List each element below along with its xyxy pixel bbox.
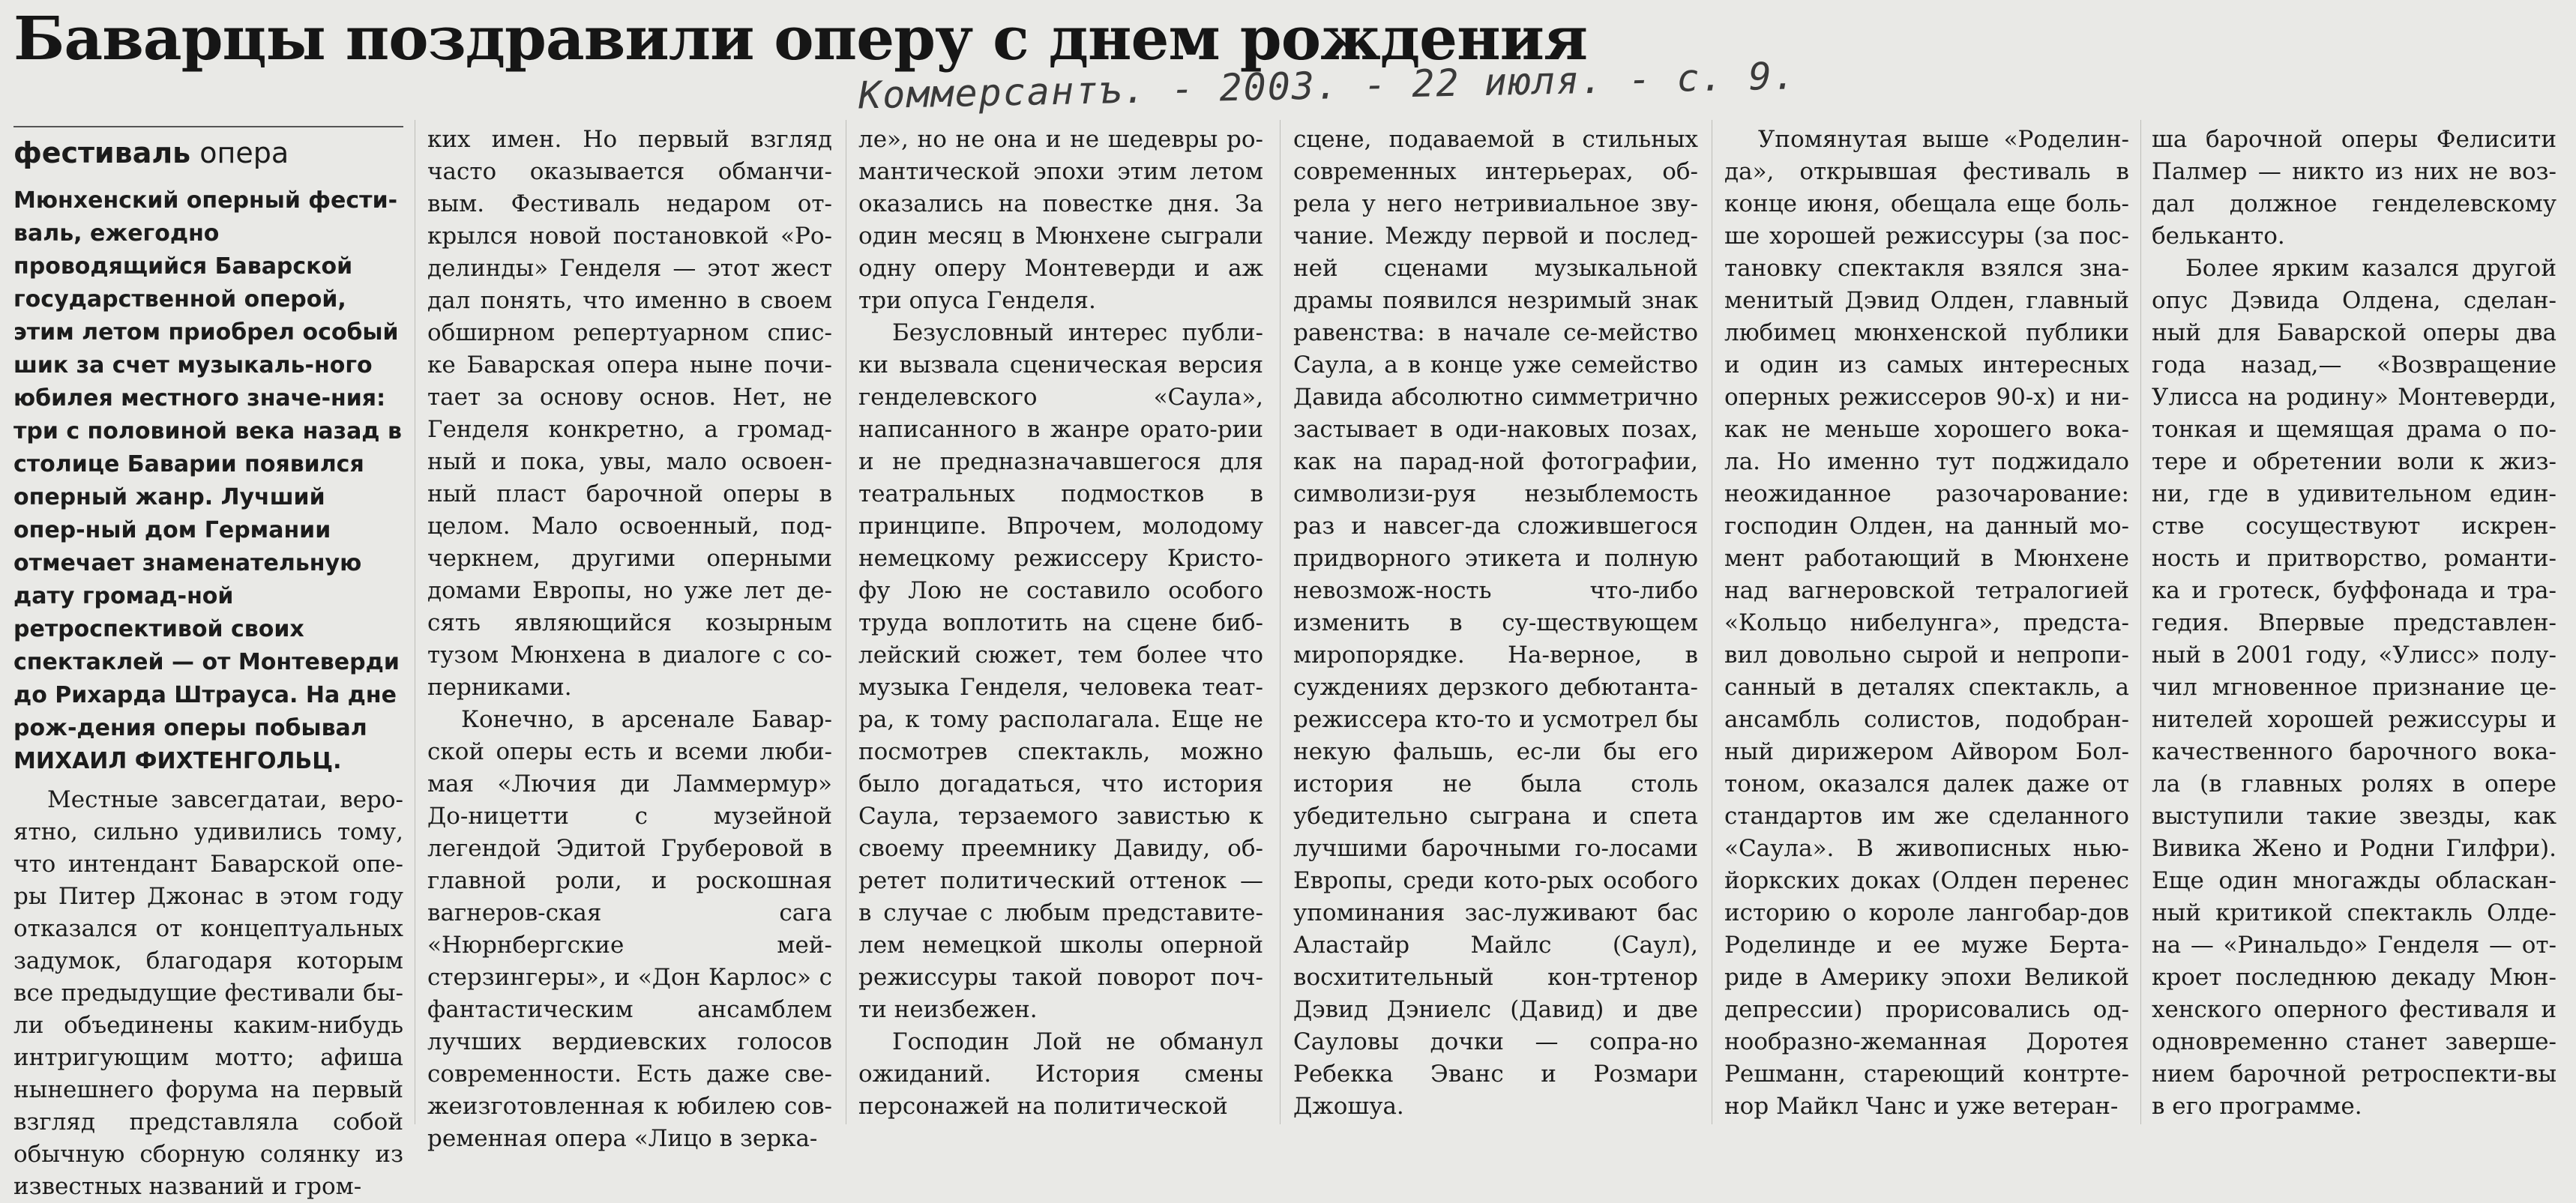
paragraph: Более ярким казался другой опус Дэвида Олдена, сделан-ный для Баварской оперы два года назад,— «Возвращение Улисса на родину» Монтеверди, тонкая и щемящая драма о по-тере и обретении воли к жиз-ни, где в удивительном един-стве сосуществуют искрен-ность и притворство, романти-ка и гротеск, буффонада и тра-гедия. Впервые представлен-ный в 2001 году, «Улисс» полу-чил мгновенное признание це-нителей хорошей режиссуры и качественного барочного вока-ла (в главных ролях в опере выступили такие звезды, как Вивика Жено и Родни Гилфри). Еще один многажды обласкан-ный критикой спектакль Олде-на — «Ринальдо» Генделя — от-кроет последнюю декаду Мюн-хенского оперного фестиваля и одновременно станет заверше-нием барочной ретроспекти-вы в его программе. <box>2152 255 2557 1120</box>
column-divider <box>2140 120 2141 1124</box>
paragraph: Местные завсегдатаи, веро-ятно, сильно удивились тому, что интендант Баварской опе-ры Питер Джонас в этом году отказался от концептуальных задумок, благодаря которым все предыдущие фестивали бы-ли объединены каким-нибудь интригующим мотто; афиша нынешнего форума на первый взгляд представляла собой обычную сборную солянку из известных названий и гром- <box>13 786 403 1200</box>
column-divider <box>1280 120 1281 1124</box>
paragraph: Господин Лой не обманул ожиданий. История смены персонажей на политической <box>858 1028 1263 1120</box>
paragraph: Упомянутая выше «Роделин-да», открывшая фестиваль в конце июня, обещала еще боль-ше хорошей режиссуры (за пос-тановку спектакля взялся зна-менитый Дэвид Олден, главный любимец мюнхенской публики и один из самых интересных оперных режиссеров 90-х) и ни-как не меньше хорошего вока-ла. Но именно тут поджидало неожиданное разочарование: господин Олден, на данный мо-мент работающий в Мюнхене над вагнеровской тетралогией «Кольцо нибелунга», предста-вил довольно сырой и непропи-санный в деталях спектакль, а ансамбль солистов, подобран-ный дирижером Айвором Бол-тоном, оказался далек даже от стандартов им же сделанного «Саула». В живописных нью-йоркских доках (Олден перенес историю о короле лангобар-дов Роделинде и ее муже Берта-риде в Америку эпохи Великой депрессии) прорисовались од-нообразно-жеманная Доротея Решманн, стареющий контрте-нор Майкл Чанс и уже ветеран- <box>1724 126 2129 1120</box>
article-column-6 <box>2152 124 2557 1137</box>
paragraph: ких имен. Но первый взгляд часто оказывается обманчи-вым. Фестиваль недаром от-крылся новой постановкой «Ро-делинды» Генделя — этот жест дал понять, что именно в своем обширном репертуарном спис-ке Баварская опера ныне почи-тает за основу основ. Нет, не Генделя конкретно, а громад-ный и пока, увы, мало освоен-ный пласт барочной оперы в целом. Мало освоенный, под-черкнем, другими оперными домами Европы, но уже лет де-сять являющийся козырным тузом Мюнхена в диалоге с со-перниками. <box>427 126 832 701</box>
paragraph: сцене, подаваемой в стильных современных интерьерах, об-рела у него нетривиальное зву-чание. Между первой и послед-ней сценами музыкальной драмы появился незримый знак равенства: в начале се-мейство Саула, а в конце уже семейство Давида абсолютно симметрично застывает в оди-наковых позах, как на парад-ной фотографии, символизи-руя незыблемость раз и навсег-да сложившегося придворного этикета и полную невозмож-ность что-либо изменить в су-ществующем миропорядке. На-верное, в суждениях дерзкого дебютанта-режиссера кто-то и усмотрел бы некую фальшь, ес-ли бы его история не была столь убедительно сыграна и спета лучшими барочными го-лосами Европы, среди кото-рых особого упоминания зас-луживают бас Аластайр Майлс (Саул), восхитительный кон-тртенор Дэвид Дэниелс (Давид) и две Сауловы дочки — сопра-но Ребекка Эванс и Розмари Джошуа. <box>1293 126 1698 1120</box>
article-column-5 <box>1724 124 2129 1137</box>
article-column-4 <box>1293 124 1698 1137</box>
rubric-keyword: фестиваль <box>13 136 191 169</box>
rubric-rule <box>13 126 403 127</box>
article-column-3 <box>858 124 1263 1137</box>
paragraph: ле», но не она и не шедевры ро-мантической эпохи этим летом оказались на повестке дня. За один месяц в Мюнхене сыграли одну оперу Монтеверди и аж три опуса Генделя. <box>858 126 1263 314</box>
rubric-section: опера <box>199 136 289 169</box>
paragraph: Конечно, в арсенале Бавар-ской оперы есть и всеми люби-мая «Лючия ди Ламмермур» До-ницетти с музейной легендой Эдитой Груберовой в главной роли, и роскошная вагнеров-ская сага «Нюрнбергские мей-стерзингеры», и «Дон Карлос» с фантастическим ансамблем лучших вердиевских голосов современности. Есть даже све-жеизготовленная к юбилею сов-ременная опера «Лицо в зерка- <box>427 706 832 1152</box>
handwritten-source-note: Коммерсантъ. - 2003. - 22 июля. - с. 9. <box>858 54 1798 118</box>
paragraph: ша барочной оперы Фелисити Палмер — никто из них не воз-дал должное генделевскому бельканто. <box>2152 126 2557 250</box>
article-column-2 <box>427 124 832 1152</box>
article-lead: Мюнхенский оперный фести-валь, ежегодно проводящийся Баварской государственной оперой, этим летом приобрел особый шик за счет музыкаль-ного юбилея местного значе-ния: три с половиной века назад в столице Баварии появился оперный жанр. Лучший опер-ный дом Германии отмечает знаменательную дату громад-ной ретроспективой своих спектаклей — от Монтеверди до Рихарда Штрауса. На дне рож-дения оперы побывал МИХАИЛ ФИХТЕНГОЛЬЦ. <box>13 187 402 774</box>
rubric <box>13 135 403 171</box>
article-column-1 <box>13 112 403 1200</box>
paragraph: Безусловный интерес публи-ки вызвала сценическая версия генделевского «Саула», написанного в жанре орато-рии и не предназначавшегося для театральных подмостков в принципе. Впрочем, молодому немецкому режиссеру Кристо-фу Лою не составило особого труда воплотить на сцене биб-лейский сюжет, тем более что музыка Генделя, человека теат-ра, к тому располагала. Еще не посмотрев спектакль, можно было догадаться, что история Саула, терзаемого завистью к своему преемнику Давиду, об-ретет политический оттенок — в случае с любым представите-лем немецкой школы оперной режиссуры такой поворот поч-ти неизбежен. <box>858 319 1263 1023</box>
headline: Баварцы поздравили оперу с днем рождения <box>13 3 1588 73</box>
